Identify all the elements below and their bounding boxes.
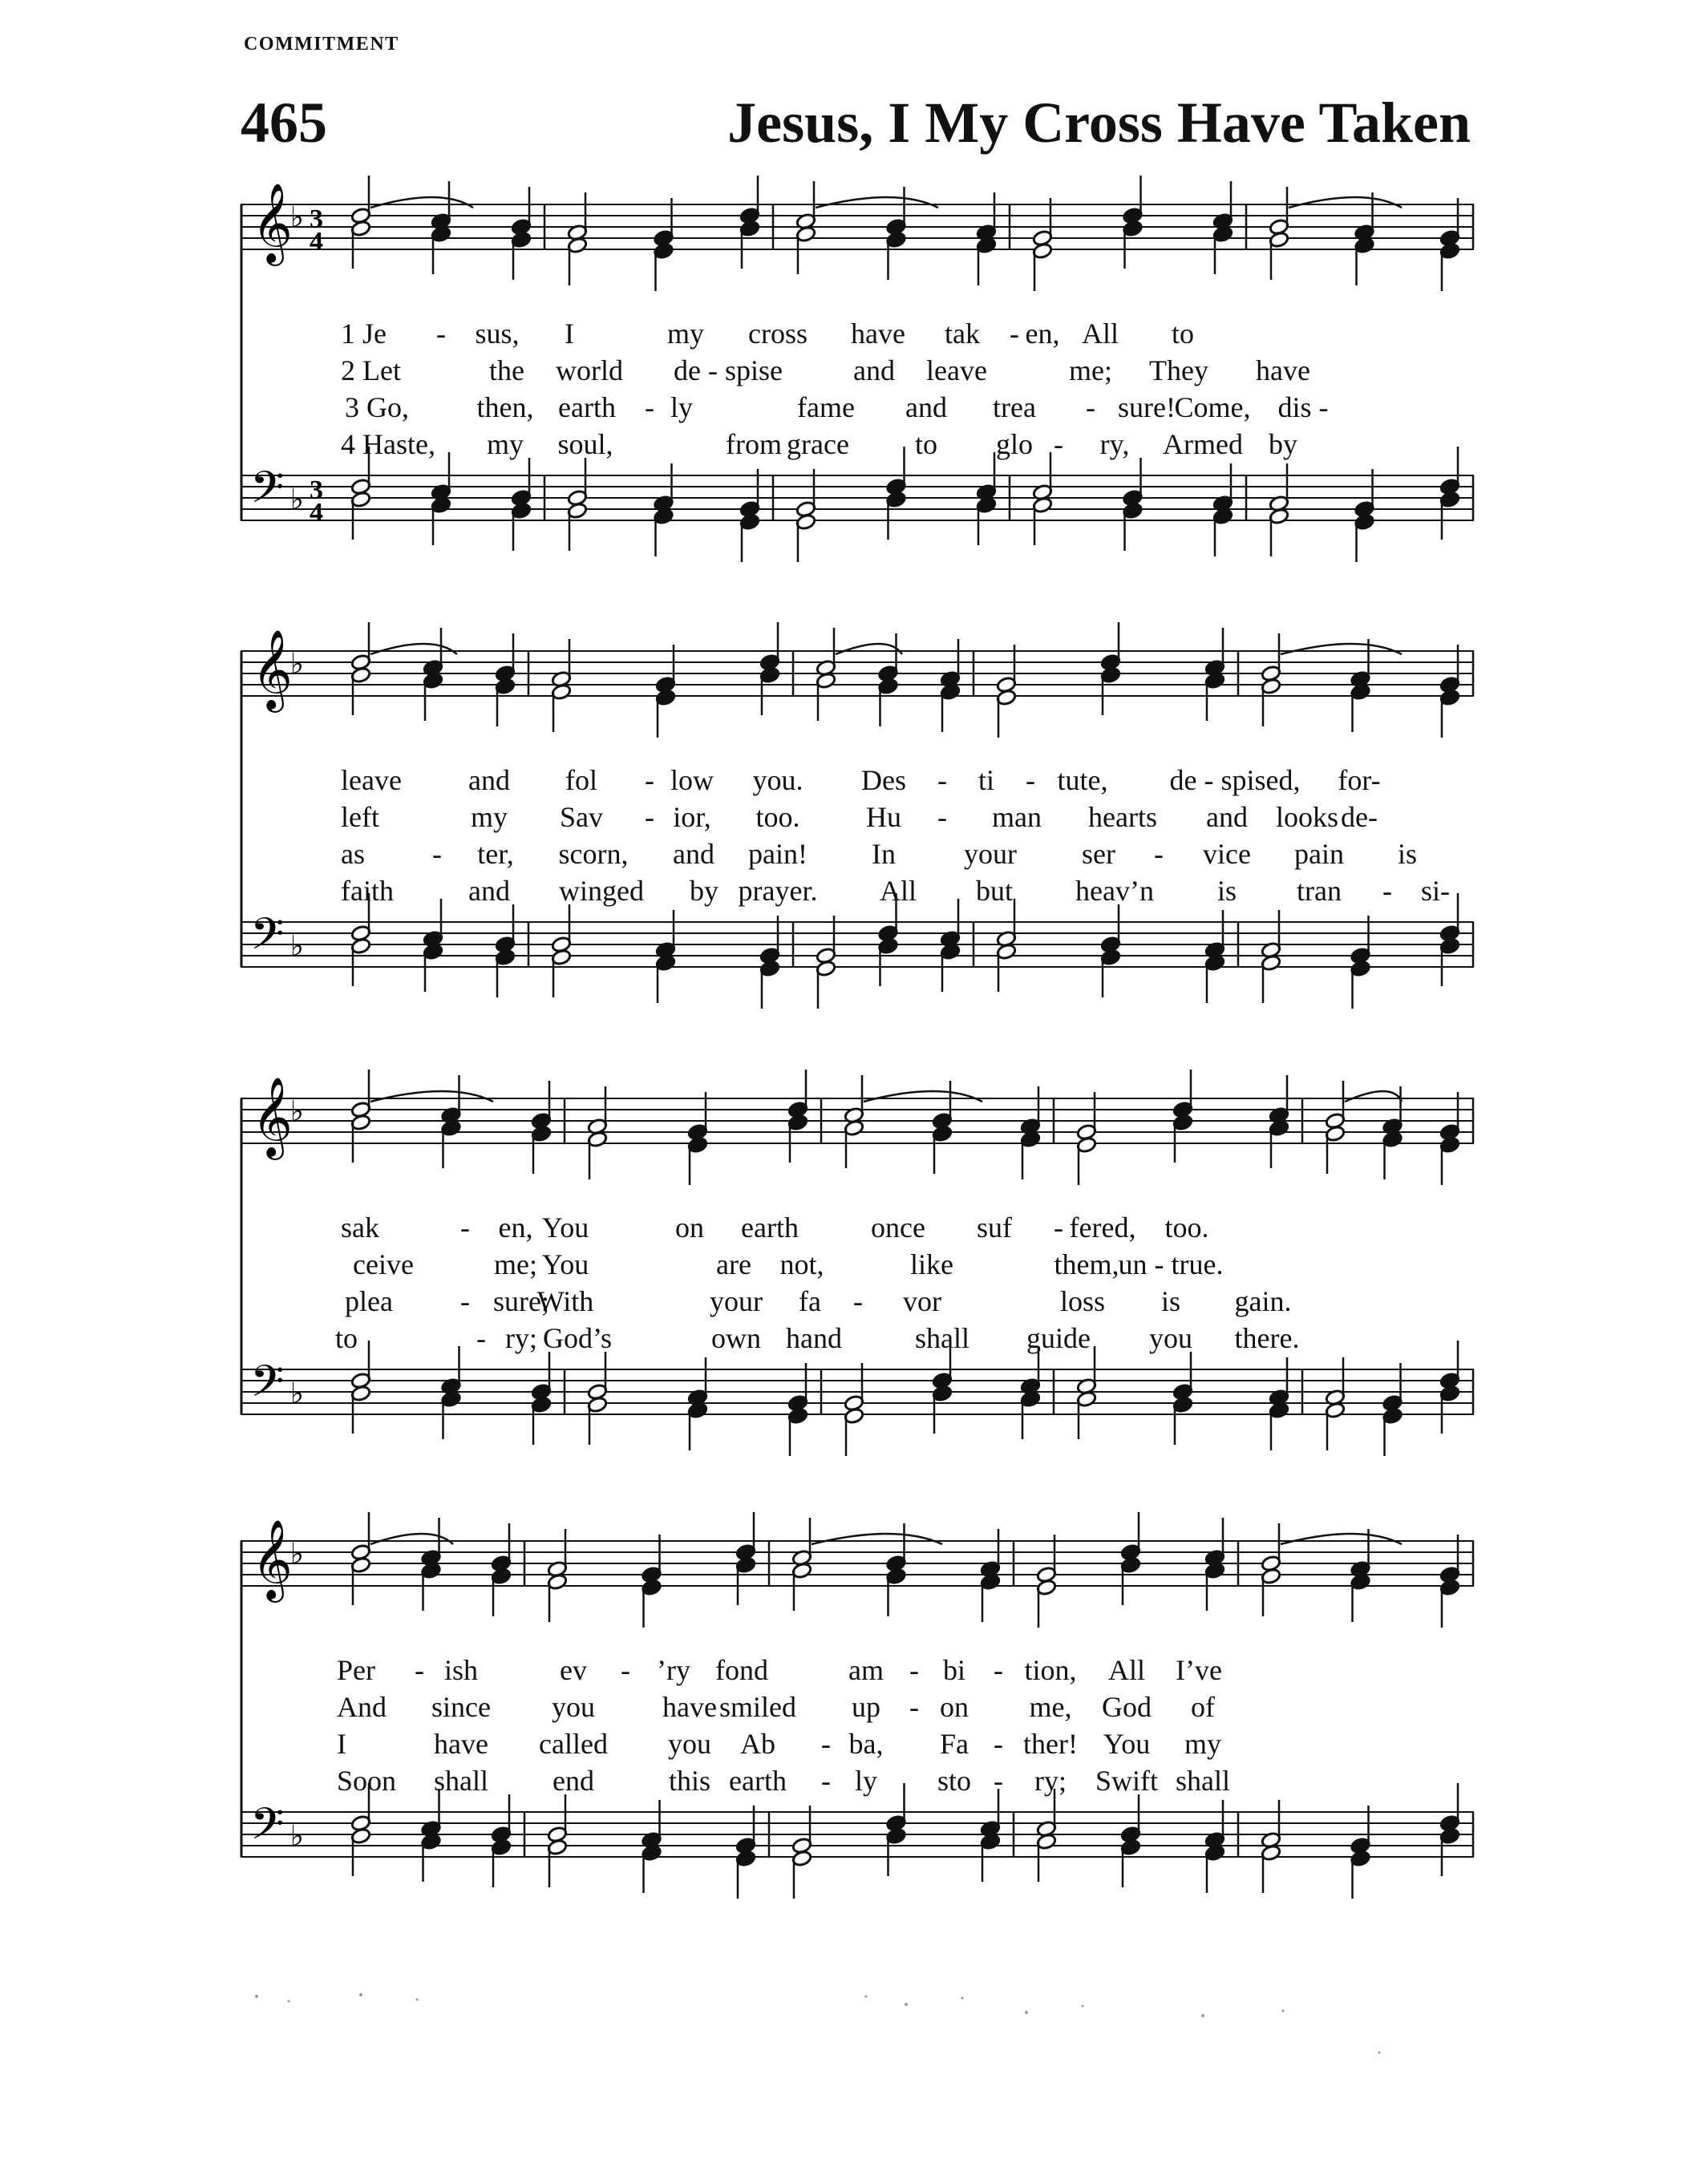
lyric-syllable: Des [861, 764, 906, 796]
lyric-syllable: and [468, 764, 510, 796]
slur [370, 1534, 453, 1544]
lyrics-block [241, 763, 1474, 911]
lyric-syllable: of [1191, 1691, 1215, 1723]
lyric-line-verse-3 [241, 837, 1474, 874]
lyric-syllable: is [1160, 1285, 1181, 1317]
lyric-syllable: heav’n [1075, 875, 1154, 907]
lyric-syllable: un - true. [1118, 1248, 1224, 1280]
lyric-syllable: on [940, 1691, 969, 1723]
lyric-syllable: - [436, 317, 446, 350]
lyric-syllable: - [645, 801, 654, 833]
lyric-syllable: - [645, 764, 654, 796]
lyric-syllable: God [1102, 1691, 1152, 1723]
lyric-syllable: ter, [477, 838, 514, 870]
lyric-syllable: are [716, 1248, 751, 1280]
slur [1281, 1534, 1402, 1544]
lyric-syllable: You [541, 1211, 589, 1244]
lyric-syllable: ry; [505, 1322, 537, 1354]
lyrics-block [241, 1211, 1474, 1358]
time-signature: 4 [310, 498, 323, 528]
lyric-syllable: fa [799, 1285, 821, 1317]
lyric-syllable: and [1206, 801, 1248, 833]
lyric-syllable: - [1054, 1211, 1063, 1244]
lyric-syllable: fered, [1069, 1211, 1136, 1244]
lyric-syllable: cross [748, 317, 808, 350]
bass-clef-icon: 𝄢 [250, 1356, 285, 1418]
treble-clef-icon: 𝄞 [252, 629, 293, 710]
lyric-syllable: Swift [1095, 1765, 1159, 1797]
bass-clef-icon: 𝄢 [250, 462, 285, 524]
lyric-syllable: - [821, 1765, 831, 1797]
lyric-syllable: sak [341, 1211, 379, 1244]
slur [816, 197, 938, 208]
lyric-syllable: for- [1338, 764, 1381, 796]
lyric-line-verse-2 [241, 800, 1474, 837]
lyric-syllable: Come, [1174, 391, 1251, 423]
lyric-syllable: loss [1059, 1285, 1106, 1317]
lyric-syllable: ther! [1023, 1728, 1078, 1760]
lyric-syllable: hand [786, 1322, 842, 1354]
lyric-syllable: vor [903, 1285, 941, 1317]
lyric-syllable: - [937, 764, 947, 796]
lyric-line-verse-2 [241, 1690, 1474, 1727]
lyric-syllable: dis - [1277, 391, 1329, 423]
lyric-syllable: ev [560, 1654, 587, 1686]
lyric-syllable: God’s [542, 1322, 613, 1354]
lyric-syllable: not, [779, 1248, 824, 1280]
lyric-syllable: en, [498, 1211, 533, 1244]
lyric-syllable: glo [995, 428, 1034, 460]
time-signature: 3 [310, 204, 323, 234]
lyric-syllable: is [1397, 838, 1418, 870]
slur [1281, 644, 1402, 654]
lyric-syllable: you. [752, 764, 803, 796]
lyric-syllable: de - spised, [1169, 764, 1301, 796]
lyric-syllable: gain. [1234, 1285, 1292, 1317]
flat-icon: ♭ [290, 1538, 304, 1571]
lyric-syllable: 3 Go, [345, 391, 409, 423]
lyric-syllable: ry, [1099, 428, 1130, 460]
lyric-syllable: earth [741, 1211, 799, 1244]
lyric-syllable: 1 Je [341, 317, 387, 350]
lyric-syllable: I [337, 1728, 346, 1760]
treble-clef-icon: 𝄞 [252, 1519, 293, 1600]
lyric-syllable: your [964, 838, 1017, 870]
lyric-syllable: too. [1164, 1211, 1209, 1244]
time-signature: 4 [310, 227, 323, 257]
lyric-syllable: and [468, 875, 510, 907]
lyric-syllable: ba, [848, 1728, 884, 1760]
lyric-syllable: on [675, 1211, 704, 1244]
lyric-syllable: de - spise [674, 354, 783, 386]
lyric-syllable: All [879, 875, 917, 907]
lyric-syllable: tak [945, 317, 980, 350]
lyric-syllable: me; [1069, 354, 1112, 386]
lyric-syllable: - [621, 1654, 630, 1686]
lyric-syllable: fond [715, 1654, 768, 1686]
lyric-syllable: - [1054, 428, 1063, 460]
bass-clef-icon: 𝄢 [250, 1798, 285, 1860]
lyric-syllable: ti [978, 764, 995, 796]
lyric-syllable: you [668, 1728, 711, 1760]
lyric-syllable: you [552, 1691, 595, 1723]
lyric-line-verse-3 [241, 1727, 1474, 1764]
lyric-syllable: And [337, 1691, 387, 1723]
lyric-syllable: is [1216, 875, 1237, 907]
lyric-syllable: me; [494, 1248, 537, 1280]
lyric-syllable: am [848, 1654, 884, 1686]
lyric-syllable: fame [797, 391, 855, 423]
lyric-syllable: si- [1421, 875, 1450, 907]
lyric-syllable: - [645, 391, 654, 423]
lyric-syllable: sus, [475, 317, 520, 350]
lyric-syllable: - [937, 801, 947, 833]
lyric-line-verse-1 [241, 1211, 1474, 1248]
flat-icon: ♭ [290, 648, 304, 681]
lyric-syllable: 2 Let [341, 354, 401, 386]
lyric-syllable: shall [1176, 1765, 1230, 1797]
lyric-line-verse-3 [241, 390, 1474, 427]
lyric-syllable: Ab [740, 1728, 775, 1760]
lyric-syllable: guide [1026, 1322, 1091, 1354]
lyric-syllable: Sav [560, 801, 603, 833]
lyric-syllable: Armed [1163, 428, 1243, 460]
lyric-syllable: sure; [493, 1285, 549, 1317]
lyric-syllable: me, [1029, 1691, 1072, 1723]
hymn-number: 465 [241, 91, 327, 155]
lyric-syllable: your [710, 1285, 763, 1317]
lyric-syllable: leave [341, 764, 402, 796]
lyric-syllable: scorn, [558, 838, 629, 870]
lyric-syllable: - [909, 1691, 919, 1723]
lyric-syllable: like [910, 1248, 953, 1280]
lyric-syllable: vice [1203, 838, 1251, 870]
slur [370, 644, 457, 654]
flat-icon: ♭ [290, 1820, 304, 1853]
lyric-syllable: from [726, 428, 782, 460]
lyric-syllable: tran [1297, 875, 1342, 907]
lyric-syllable: by [690, 875, 718, 907]
lyric-syllable: winged [559, 875, 644, 907]
lyric-syllable: have [1256, 354, 1310, 386]
lyric-syllable: to [335, 1322, 358, 1354]
lyric-syllable: trea [993, 391, 1036, 423]
lyric-syllable: have [434, 1728, 488, 1760]
lyric-syllable: tion, [1024, 1654, 1077, 1686]
lyric-syllable: pain [1294, 838, 1344, 870]
lyric-syllable: once [871, 1211, 925, 1244]
lyric-syllable: - [1154, 838, 1164, 870]
lyric-syllable: too. [755, 801, 800, 833]
lyric-syllable: You [1103, 1728, 1151, 1760]
lyric-line-verse-1 [241, 763, 1474, 800]
lyric-syllable: suf [977, 1211, 1012, 1244]
lyric-syllable: ry; [1034, 1765, 1067, 1797]
lyric-syllable: pain! [748, 838, 808, 870]
lyric-line-verse-2 [241, 1248, 1474, 1284]
lyric-syllable: my [486, 428, 524, 460]
lyric-syllable: Soon [337, 1765, 397, 1797]
slur [812, 1534, 942, 1544]
lyric-line-verse-4 [241, 427, 1474, 464]
lyric-syllable: All [1081, 317, 1119, 350]
hymn-title: Jesus, I My Cross Have Taken [727, 91, 1471, 155]
lyric-syllable: but [975, 875, 1014, 907]
lyric-syllable: tute, [1057, 764, 1108, 796]
lyric-syllable: - [1026, 764, 1035, 796]
lyric-line-verse-3 [241, 1284, 1474, 1321]
lyric-syllable: as [341, 838, 365, 870]
flat-icon: ♭ [290, 1095, 304, 1128]
lyric-syllable: You [541, 1248, 589, 1280]
lyric-syllable: In [872, 838, 896, 870]
lyric-syllable: prayer. [738, 875, 818, 907]
lyric-syllable: - [1010, 317, 1019, 350]
lyric-syllable: have [851, 317, 905, 350]
lyric-syllable: ish [443, 1654, 479, 1686]
lyric-syllable: earth [558, 391, 616, 423]
lyric-syllable: - [821, 1728, 831, 1760]
lyrics-block [241, 1653, 1474, 1801]
lyric-syllable: this [668, 1765, 711, 1797]
lyric-line-verse-4 [241, 1321, 1474, 1358]
lyric-syllable: - [415, 1654, 424, 1686]
slur [1345, 1091, 1402, 1102]
lyric-line-verse-4 [241, 1764, 1474, 1801]
lyric-syllable: end [553, 1765, 594, 1797]
flat-icon: ♭ [290, 201, 304, 234]
lyric-syllable: ior, [673, 801, 711, 833]
slur [370, 1091, 493, 1102]
lyric-syllable: fol [565, 764, 597, 796]
lyric-syllable: my [470, 801, 508, 833]
lyric-syllable: ’ry [657, 1654, 690, 1686]
lyric-syllable: - [853, 1285, 863, 1317]
lyric-syllable: then, [476, 391, 534, 423]
lyric-syllable: since [431, 1691, 491, 1723]
lyric-syllable: by [1269, 428, 1297, 460]
lyric-syllable: up [852, 1691, 880, 1723]
lyric-syllable: to [914, 428, 938, 460]
lyric-syllable: Per [337, 1654, 375, 1686]
time-signature: 3 [310, 475, 323, 505]
slur [836, 644, 902, 654]
lyric-syllable: world [556, 354, 623, 386]
lyric-syllable: soul, [557, 428, 613, 460]
lyric-syllable: Fa [940, 1728, 969, 1760]
lyric-syllable: bi [942, 1654, 966, 1686]
lyric-syllable: shall [915, 1322, 969, 1354]
lyric-line-verse-1 [241, 1653, 1474, 1690]
lyric-syllable: looks [1275, 801, 1339, 833]
lyric-syllable: you [1149, 1322, 1192, 1354]
lyric-syllable: sto [937, 1765, 972, 1797]
lyric-syllable: ceive [353, 1248, 414, 1280]
lyric-line-verse-2 [241, 354, 1474, 390]
slur [864, 1091, 982, 1102]
lyric-syllable: ly [670, 391, 694, 423]
lyric-syllable: left [341, 801, 379, 833]
lyric-syllable: own [711, 1322, 761, 1354]
lyric-line-verse-4 [241, 874, 1474, 911]
lyric-syllable: - [994, 1765, 1003, 1797]
lyric-syllable: to [1171, 317, 1195, 350]
lyric-syllable: - [1086, 391, 1095, 423]
lyric-syllable: - [460, 1285, 470, 1317]
slur [370, 197, 473, 208]
lyric-syllable: sure! [1118, 391, 1176, 423]
lyric-syllable: and [673, 838, 714, 870]
lyric-syllable: earth [729, 1765, 787, 1797]
slur [1289, 197, 1402, 208]
lyric-syllable: my [666, 317, 705, 350]
lyrics-block [241, 317, 1474, 464]
flat-icon: ♭ [290, 930, 304, 963]
scan-noise [241, 1980, 1474, 2077]
lyric-syllable: man [992, 801, 1042, 833]
section-label: COMMITMENT [244, 34, 399, 55]
lyric-syllable: grace [787, 428, 849, 460]
flat-icon: ♭ [290, 483, 304, 516]
lyric-syllable: With [536, 1285, 594, 1317]
lyric-syllable: ser [1082, 838, 1115, 870]
lyric-syllable: en, [1025, 317, 1060, 350]
lyric-syllable: low [670, 764, 714, 796]
lyric-syllable: ly [854, 1765, 878, 1797]
lyric-syllable: smiled [719, 1691, 796, 1723]
lyric-syllable: there. [1234, 1322, 1300, 1354]
lyric-line-verse-1 [241, 317, 1474, 354]
lyric-syllable: - [1382, 875, 1392, 907]
lyric-syllable: - [994, 1654, 1003, 1686]
lyric-syllable: - [460, 1211, 470, 1244]
bass-clef-icon: 𝄢 [250, 908, 285, 970]
lyric-syllable: the [489, 354, 524, 386]
lyric-syllable: called [539, 1728, 608, 1760]
lyric-syllable: and [853, 354, 895, 386]
lyric-syllable: shall [434, 1765, 488, 1797]
lyric-syllable: Hu [866, 801, 901, 833]
lyric-syllable: my [1184, 1728, 1222, 1760]
lyric-syllable: them, [1054, 1248, 1119, 1280]
lyric-syllable: - [909, 1654, 919, 1686]
lyric-syllable: - [476, 1322, 486, 1354]
lyric-syllable: have [662, 1691, 717, 1723]
lyric-syllable: 4 Haste, [341, 428, 435, 460]
treble-clef-icon: 𝄞 [252, 1077, 293, 1157]
lyric-syllable: and [905, 391, 947, 423]
lyric-syllable: de- [1341, 801, 1378, 833]
lyric-syllable: I’ve [1176, 1654, 1222, 1686]
lyric-syllable: - [994, 1728, 1003, 1760]
lyric-syllable: All [1107, 1654, 1146, 1686]
flat-icon: ♭ [290, 1377, 304, 1410]
treble-clef-icon: 𝄞 [252, 183, 293, 263]
lyric-syllable: I [565, 317, 574, 350]
lyric-syllable: leave [926, 354, 987, 386]
lyric-syllable: hearts [1088, 801, 1157, 833]
lyric-syllable: - [432, 838, 442, 870]
lyric-syllable: They [1149, 354, 1208, 386]
lyric-syllable: faith [341, 875, 394, 907]
lyric-syllable: plea [345, 1285, 393, 1317]
